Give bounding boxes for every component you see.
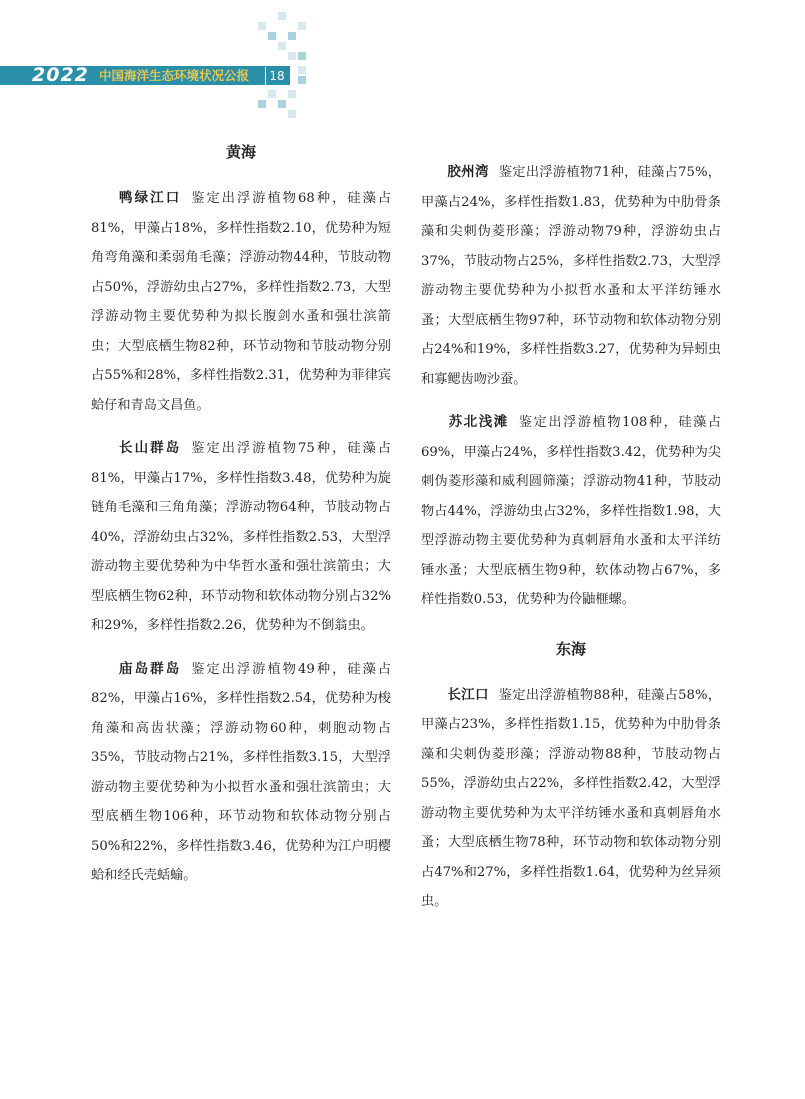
report-title: 中国海洋生态环境状况公报	[99, 68, 250, 83]
decor-square	[278, 12, 286, 20]
decor-square	[298, 52, 306, 60]
decor-square	[268, 90, 276, 98]
entry-text: 鉴定出浮游植物71种，硅藻占75%，甲藻占24%，多样性指数1.83，优势种为中肋骨条藻和尖刺伪菱形藻；浮游动物79种，浮游幼虫占37%，节肢动物占25%，多样性指数2.73，大型浮游动物主要优势种为小拟哲水蚤和太平洋纺锤水蚤；大型底栖生物97种，环节动物和软体动物分别占24%和19%，多样性指数3.27，优势种为异蚓虫和寡鳃齿吻沙蚕。	[421, 165, 721, 387]
decor-square	[298, 76, 306, 84]
decor-square	[288, 32, 296, 40]
entry-text: 鉴定出浮游植物68种，硅藻占81%，甲藻占18%，多样性指数2.10，优势种为短角弯角藻和柔弱角毛藻；浮游动物44种，节肢动物占50%，浮游幼虫占27%，多样性指数2.73，大型浮游动物主要优势种为拟长腹剑水蚤和强壮滨箭虫；大型底栖生物82种，环节动物和节肢动物分别占55%和28%，多样性指数2.31，优势种为菲律宾蛤仔和青岛文昌鱼。	[91, 191, 392, 413]
decor-square	[288, 90, 296, 98]
entry-yalu-river-estuary	[91, 184, 391, 420]
entry-text: 鉴定出浮游植物108种，硅藻占69%，甲藻占24%，多样性指数3.42，优势种为尖刺伪菱形藻和威利圆筛藻；浮游动物41种，节肢动物占44%，浮游幼虫占32%，多样性指数1.98，大型浮游动物主要优势种为真刺唇角水蚤和太平洋纺锤水蚤；大型底栖生物9种，软体动物占67%，多样性指数0.53，优势种为伶鼬榧螺。	[421, 415, 722, 607]
page-header	[0, 0, 805, 130]
page-number: 18	[265, 67, 288, 85]
right-column	[421, 130, 721, 917]
entry-yangtze-estuary	[421, 681, 721, 917]
decor-square	[288, 52, 296, 60]
decor-square	[288, 110, 296, 118]
section-title-yellow-sea: 黄海	[225, 143, 256, 161]
decor-square	[298, 66, 306, 74]
section-title-east-china-sea: 东海	[555, 639, 586, 658]
entry-changshan-islands	[91, 434, 391, 641]
decor-square	[278, 100, 286, 108]
entry-name: 胶州湾	[447, 164, 489, 180]
entry-name: 鸭绿江口	[117, 190, 182, 206]
entry-name: 长江口	[447, 686, 489, 703]
entry-name: 长山群岛	[117, 440, 182, 456]
entry-text: 鉴定出浮游植物49种，硅藻占82%，甲藻占16%，多样性指数2.54，优势种为梭角藻和高齿状藻；浮游动物60种，刺胞动物占35%，节肢动物占21%，多样性指数3.15，大型浮游动物主要优势种为小拟哲水蚤和强壮滨箭虫；大型底栖生物106种，环节动物和软体动物分别占50%和22%，多样性指数3.46，优势种为江户明樱蛤和经氏壳蛞蝓。	[91, 661, 392, 883]
entry-text: 鉴定出浮游植物88种，硅藻占58%，甲藻占23%，多样性指数1.15，优势种为中肋骨条藻和尖刺伪菱形藻；浮游动物88种，节肢动物占55%，浮游幼虫占22%，多样性指数2.42，大型浮游动物主要优势种为太平洋纺锤水蚤和真刺唇角水蚤；大型底栖生物78种，环节动物和软体动物分别占47%和27%，多样性指数1.64，优势种为丝异须虫。	[421, 687, 721, 909]
entry-subei-shoal	[421, 408, 721, 615]
entry-jiaozhou-bay	[421, 158, 721, 394]
decor-square	[258, 100, 266, 108]
entry-text: 鉴定出浮游植物75种，硅藻占81%，甲藻占17%，多样性指数3.48，优势种为旋链角毛藻和三角角藻；浮游动物64种，节肢动物占40%，浮游幼虫占32%，多样性指数2.53，大型浮游动物主要优势种为中华哲水蚤和强壮滨箭虫；大型底栖生物62种，环节动物和软体动物分别占32%和29%，多样性指数2.26，优势种为不倒翁虫。	[91, 441, 392, 633]
decor-square	[298, 22, 306, 30]
entry-name: 苏北浅滩	[447, 414, 509, 430]
report-year: 2022	[32, 64, 89, 86]
entry-name: 庙岛群岛	[117, 660, 182, 677]
decor-square	[278, 42, 286, 50]
entry-miaodao-islands	[91, 655, 391, 891]
left-column	[91, 130, 391, 891]
decor-square	[258, 22, 266, 30]
decor-square	[268, 32, 276, 40]
